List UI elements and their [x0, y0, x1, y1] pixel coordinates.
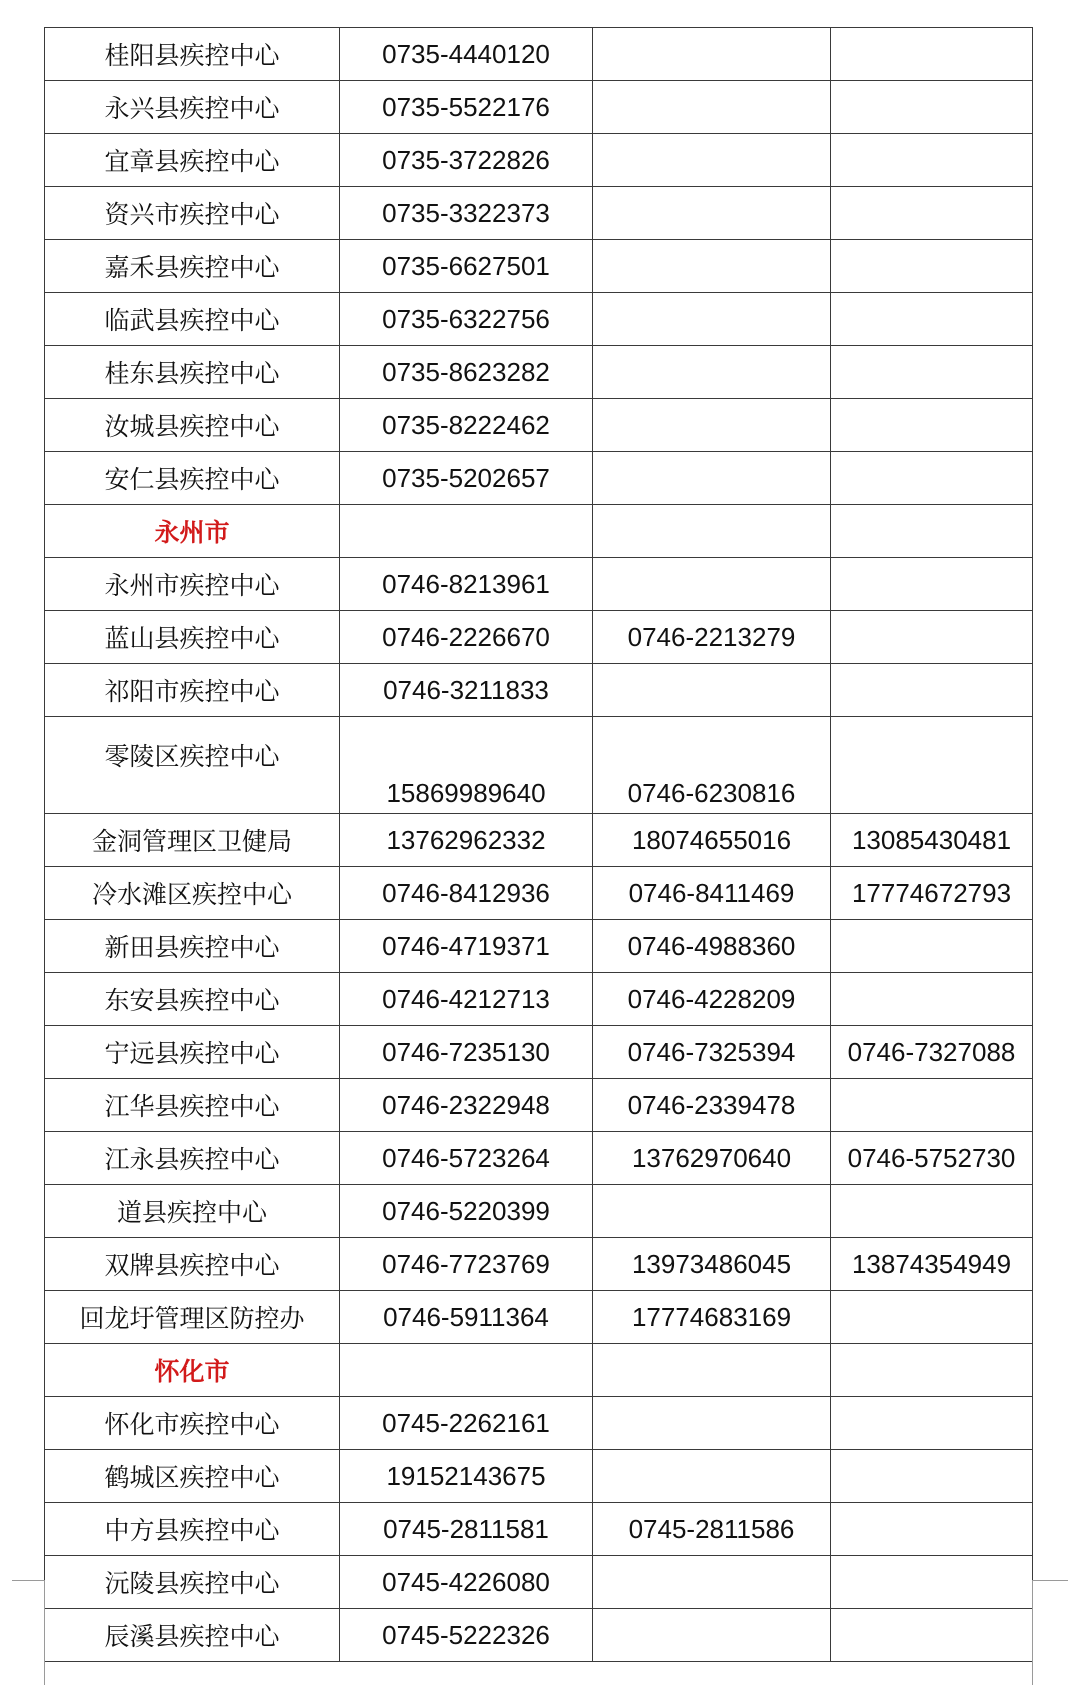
- table-row: [45, 1132, 1033, 1185]
- org-name-cell: 冷水滩区疾控中心: [45, 867, 340, 920]
- phone-cell-1: 19152143675: [340, 1450, 593, 1503]
- org-name-cell: 道县疾控中心: [45, 1185, 340, 1238]
- phone-cell-3: [831, 240, 1033, 293]
- phone-cell-1: 0746-5723264: [340, 1132, 593, 1185]
- org-name-cell: 永兴县疾控中心: [45, 81, 340, 134]
- section-row: [45, 1344, 1033, 1397]
- phone-cell-1: 0735-8623282: [340, 346, 593, 399]
- phone-cell-2: 17774683169: [593, 1291, 831, 1344]
- phone-cell-1: 0746-5220399: [340, 1185, 593, 1238]
- org-name-cell: 金洞管理区卫健局: [45, 814, 340, 867]
- table-row: [45, 973, 1033, 1026]
- phone-cell-2: [593, 1185, 831, 1238]
- phone-cell-2: 0746-6230816: [593, 717, 831, 814]
- phone-cell-2: [593, 1609, 831, 1662]
- phone-cell-2: 0746-7325394: [593, 1026, 831, 1079]
- phone-cell-3: [831, 134, 1033, 187]
- phone-cell-2: 0746-8411469: [593, 867, 831, 920]
- table-row: [45, 240, 1033, 293]
- phone-cell-1: 0735-5522176: [340, 81, 593, 134]
- table-row: [45, 1503, 1033, 1556]
- phone-cell-2: [593, 240, 831, 293]
- phone-cell-2: 0745-2811586: [593, 1503, 831, 1556]
- org-name-cell: 宁远县疾控中心: [45, 1026, 340, 1079]
- org-name-cell: 永州市疾控中心: [45, 558, 340, 611]
- phone-cell-2: [593, 1556, 831, 1609]
- org-name-cell: 宜章县疾控中心: [45, 134, 340, 187]
- phone-cell-1: 0746-7235130: [340, 1026, 593, 1079]
- table-row: [45, 1238, 1033, 1291]
- org-name-cell: 桂阳县疾控中心: [45, 28, 340, 81]
- page-edge-bottom-left: [12, 1580, 45, 1581]
- org-name-cell: 汝城县疾控中心: [45, 399, 340, 452]
- phone-cell-1: 0745-5222326: [340, 1609, 593, 1662]
- phone-cell-3: 13874354949: [831, 1238, 1033, 1291]
- phone-cell-1: 0745-2262161: [340, 1397, 593, 1450]
- phone-cell-2: 13762970640: [593, 1132, 831, 1185]
- phone-cell-3: [831, 1397, 1033, 1450]
- phone-cell-1: 0735-3322373: [340, 187, 593, 240]
- table-row: [45, 1026, 1033, 1079]
- phone-cell-1: 0735-3722826: [340, 134, 593, 187]
- phone-cell-2: [593, 399, 831, 452]
- table-row: [45, 717, 1033, 814]
- org-name-cell: 东安县疾控中心: [45, 973, 340, 1026]
- phone-cell-2: 13973486045: [593, 1238, 831, 1291]
- phone-cell-3: [831, 973, 1033, 1026]
- org-name-cell: 鹤城区疾控中心: [45, 1450, 340, 1503]
- org-name-cell: 蓝山县疾控中心: [45, 611, 340, 664]
- phone-cell-3: [831, 1503, 1033, 1556]
- phone-cell-3: [831, 346, 1033, 399]
- section-heading: 怀化市: [45, 1344, 340, 1397]
- org-name-cell: 双牌县疾控中心: [45, 1238, 340, 1291]
- phone-cell-1: 0746-8412936: [340, 867, 593, 920]
- phone-cell-1: 0735-8222462: [340, 399, 593, 452]
- table-row: [45, 1185, 1033, 1238]
- phone-cell-1: 0746-7723769: [340, 1238, 593, 1291]
- phone-cell-1: 0746-3211833: [340, 664, 593, 717]
- phone-cell-1: [340, 1344, 593, 1397]
- phone-cell-3: [831, 1291, 1033, 1344]
- phone-cell-2: [593, 1450, 831, 1503]
- org-name-cell: 临武县疾控中心: [45, 293, 340, 346]
- phone-cell-3: [831, 452, 1033, 505]
- contact-table: [44, 27, 1033, 1662]
- org-name-cell: 安仁县疾控中心: [45, 452, 340, 505]
- table-row: [45, 1609, 1033, 1662]
- phone-cell-2: 0746-2213279: [593, 611, 831, 664]
- table-body: [45, 28, 1033, 1662]
- phone-cell-1: 0746-4719371: [340, 920, 593, 973]
- table-row: [45, 1291, 1033, 1344]
- phone-cell-3: [831, 505, 1033, 558]
- org-name-cell: 辰溪县疾控中心: [45, 1609, 340, 1662]
- phone-cell-1: 0745-4226080: [340, 1556, 593, 1609]
- page-edge-right: [1032, 1580, 1033, 1685]
- phone-cell-3: [831, 293, 1033, 346]
- phone-cell-2: [593, 664, 831, 717]
- org-name-cell: 桂东县疾控中心: [45, 346, 340, 399]
- org-name-cell: 资兴市疾控中心: [45, 187, 340, 240]
- phone-cell-3: [831, 1450, 1033, 1503]
- table-row: [45, 346, 1033, 399]
- table-row: [45, 814, 1033, 867]
- phone-cell-3: 17774672793: [831, 867, 1033, 920]
- phone-cell-3: 0746-5752730: [831, 1132, 1033, 1185]
- table-row: [45, 134, 1033, 187]
- section-heading: 永州市: [45, 505, 340, 558]
- phone-cell-1: 0735-4440120: [340, 28, 593, 81]
- page-edge-bottom-right: [1032, 1580, 1068, 1581]
- phone-cell-3: [831, 1079, 1033, 1132]
- phone-cell-3: [831, 187, 1033, 240]
- phone-cell-3: [831, 664, 1033, 717]
- phone-cell-2: [593, 558, 831, 611]
- table-row: [45, 1397, 1033, 1450]
- phone-cell-3: [831, 611, 1033, 664]
- table-row: [45, 664, 1033, 717]
- table-row: [45, 81, 1033, 134]
- phone-cell-1: 0746-2322948: [340, 1079, 593, 1132]
- org-name-cell: 回龙圩管理区防控办: [45, 1291, 340, 1344]
- phone-cell-3: [831, 28, 1033, 81]
- phone-cell-1: [340, 505, 593, 558]
- phone-cell-2: 18074655016: [593, 814, 831, 867]
- phone-cell-3: [831, 558, 1033, 611]
- phone-cell-2: 0746-2339478: [593, 1079, 831, 1132]
- phone-cell-2: [593, 1397, 831, 1450]
- phone-cell-2: [593, 505, 831, 558]
- table-row: [45, 611, 1033, 664]
- phone-cell-2: [593, 187, 831, 240]
- phone-cell-3: [831, 1609, 1033, 1662]
- table-row: [45, 28, 1033, 81]
- phone-cell-1: 0745-2811581: [340, 1503, 593, 1556]
- org-name-cell: 嘉禾县疾控中心: [45, 240, 340, 293]
- org-name-cell: 江永县疾控中心: [45, 1132, 340, 1185]
- phone-cell-1: 0746-4212713: [340, 973, 593, 1026]
- org-name-cell: 零陵区疾控中心: [45, 717, 340, 814]
- org-name-cell: 中方县疾控中心: [45, 1503, 340, 1556]
- phone-cell-3: [831, 717, 1033, 814]
- phone-cell-1: 0746-8213961: [340, 558, 593, 611]
- phone-cell-1: 0735-6322756: [340, 293, 593, 346]
- table-row: [45, 867, 1033, 920]
- org-name-cell: 怀化市疾控中心: [45, 1397, 340, 1450]
- page-edge-left: [44, 1580, 45, 1685]
- phone-cell-1: 0746-5911364: [340, 1291, 593, 1344]
- phone-cell-2: 0746-4228209: [593, 973, 831, 1026]
- table-row: [45, 1079, 1033, 1132]
- phone-cell-1: 0735-5202657: [340, 452, 593, 505]
- phone-cell-3: [831, 920, 1033, 973]
- phone-cell-3: 0746-7327088: [831, 1026, 1033, 1079]
- org-name-cell: 祁阳市疾控中心: [45, 664, 340, 717]
- phone-cell-2: [593, 1344, 831, 1397]
- phone-cell-2: 0746-4988360: [593, 920, 831, 973]
- table-row: [45, 452, 1033, 505]
- phone-cell-2: [593, 452, 831, 505]
- org-name-cell: 江华县疾控中心: [45, 1079, 340, 1132]
- table-row: [45, 558, 1033, 611]
- phone-cell-2: [593, 346, 831, 399]
- phone-cell-1: 0735-6627501: [340, 240, 593, 293]
- org-name-cell: 新田县疾控中心: [45, 920, 340, 973]
- phone-cell-1: 0746-2226670: [340, 611, 593, 664]
- table-row: [45, 293, 1033, 346]
- phone-cell-3: [831, 1185, 1033, 1238]
- phone-cell-1: 13762962332: [340, 814, 593, 867]
- table-row: [45, 920, 1033, 973]
- phone-cell-3: 13085430481: [831, 814, 1033, 867]
- phone-cell-3: [831, 1556, 1033, 1609]
- org-name-cell: 沅陵县疾控中心: [45, 1556, 340, 1609]
- phone-cell-3: [831, 1344, 1033, 1397]
- phone-cell-3: [831, 81, 1033, 134]
- phone-cell-2: [593, 293, 831, 346]
- phone-cell-2: [593, 81, 831, 134]
- phone-cell-2: [593, 28, 831, 81]
- phone-cell-1: 15869989640: [340, 717, 593, 814]
- table-row: [45, 1450, 1033, 1503]
- table-row: [45, 399, 1033, 452]
- table-row: [45, 187, 1033, 240]
- phone-cell-2: [593, 134, 831, 187]
- section-row: [45, 505, 1033, 558]
- table-row: [45, 1556, 1033, 1609]
- phone-cell-3: [831, 399, 1033, 452]
